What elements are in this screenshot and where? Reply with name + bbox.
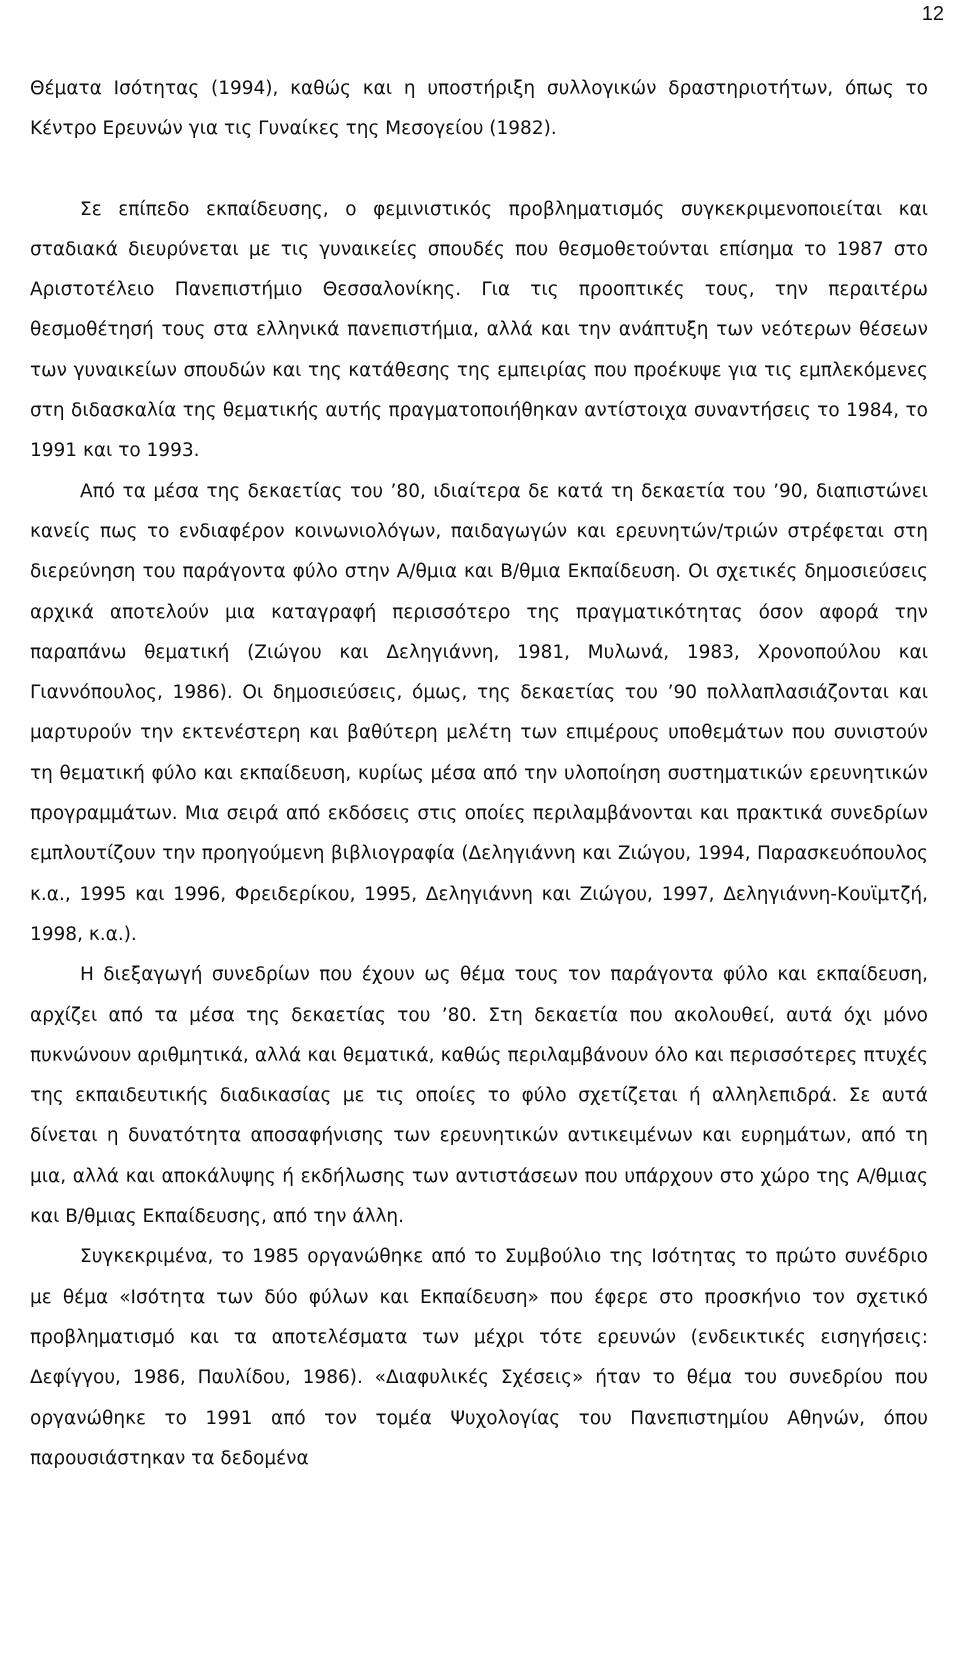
paragraph-1: Θέματα Ισότητας (1994), καθώς και η υποστήριξη συλλογικών δραστηριοτήτων, όπως το Κέντρο Ερευνών για τις Γυναίκες της Μεσογείου (1982).	[30, 78, 928, 140]
paragraph-3: Από τα μέσα της δεκαετίας του ’80, ιδιαίτερα δε κατά τη δεκαετία του ’90, διαπιστώνει κανείς πως το ενδιαφέρον κοινωνιολόγων, παιδαγωγών και ερευνητών/τριών στρέφεται στη διερεύνηση του παράγοντα φύλο στην Α/θμια και Β/θμια Εκπαίδευση. Οι σχετικές δημοσιεύσεις αρχικά αποτελούν μια καταγραφή περισσότερο της πραγματικότητας όσον αφορά την παραπάνω θεματική (Ζιώγου και Δεληγιάννη, 1981, Μυλωνά, 1983, Χρονοπούλου και Γιαννόπουλος, 1986). Οι δημοσιεύσεις, όμως, της δεκαετίας του ’90 πολλαπλασιάζονται και μαρτυρούν την εκτενέστερη και βαθύτερη μελέτη των επιμέρους υποθεμάτων που συνιστούν τη θεματική φύλο και εκπαίδευση, κυρίως μέσα από την υλοποίηση συστηματικών ερευνητικών προγραμμάτων. Μια σειρά από εκδόσεις στις οποίες περιλαμβάνονται και πρακτικά συνεδρίων εμπλουτίζουν την προηγούμενη βιβλιογραφία (Δεληγιάννη και Ζιώγου, 1994, Παρασκευόπουλος κ.α., 1995 και 1996, Φρειδερίκου, 1995, Δεληγιάννη και Ζιώγου, 1997, Δεληγιάννη-Κουϊμτζή, 1998, κ.α.).	[30, 480, 928, 945]
paragraph-5: Συγκεκριμένα, το 1985 οργανώθηκε από το Συμβούλιο της Ισότητας το πρώτο συνέδριο με θέμα «Ισότητα των δύο φύλων και Εκπαίδευση» που έφερε στο προσκήνιο τον σχετικό προβληματισμό και τα αποτελέσματα των μέχρι τότε ερευνών (ενδεικτικές εισηγήσεις: Δεφίγγου, 1986, Παυλίδου, 1986). «Διαφυλικές Σχέσεις» ήταν το θέμα του συνεδρίου που οργανώθηκε το 1991 από τον τομέα Ψυχολογίας του Πανεπιστημίου Αθηνών, όπου παρουσιάστηκαν τα δεδομένα	[30, 1246, 928, 1469]
paragraph-4: Η διεξαγωγή συνεδρίων που έχουν ως θέμα τους τον παράγοντα φύλο και εκπαίδευση, αρχίζει από τα μέσα της δεκαετίας του ’80. Στη δεκαετία που ακολουθεί, αυτά όχι μόνο πυκνώνουν αριθμητικά, αλλά και θεματικά, καθώς περιλαμβάνουν όλο και περισσότερες πτυχές της εκπαιδευτικής διαδικασίας με τις οποίες το φύλο σχετίζεται ή αλληλεπιδρά. Σε αυτά δίνεται η δυνατότητα αποσαφήνισης των ερευνητικών αντικειμένων και ευρημάτων, από τη μια, αλλά και αποκάλυψης ή εκδήλωσης των αντιστάσεων που υπάρχουν στο χώρο της Α/θμιας και Β/θμιας Εκπαίδευσης, από την άλλη.	[30, 964, 928, 1228]
paragraph-2: Σε επίπεδο εκπαίδευσης, ο φεμινιστικός προβληματισμός συγκεκριμενοποιείται και σταδιακά διευρύνεται με τις γυναικείες σπουδές που θεσμοθετούνται επίσημα το 1987 στο Αριστοτέλειο Πανεπιστήμιο Θεσσαλονίκης. Για τις προοπτικές τους, την περαιτέρω θεσμοθέτησή τους στα ελληνικά πανεπιστήμια, αλλά και την ανάπτυξη των νεότερων θέσεων των γυναικείων σπουδών και της κατάθεσης της εμπειρίας που προέκυψε για τις εμπλεκόμενες στη διδασκαλία της θεματικής αυτής πραγματοποιήθηκαν αντίστοιχα συναντήσεις το 1984, το 1991 και το 1993.	[30, 198, 928, 462]
page-number: 12	[921, 3, 944, 25]
document-body	[30, 69, 928, 1479]
